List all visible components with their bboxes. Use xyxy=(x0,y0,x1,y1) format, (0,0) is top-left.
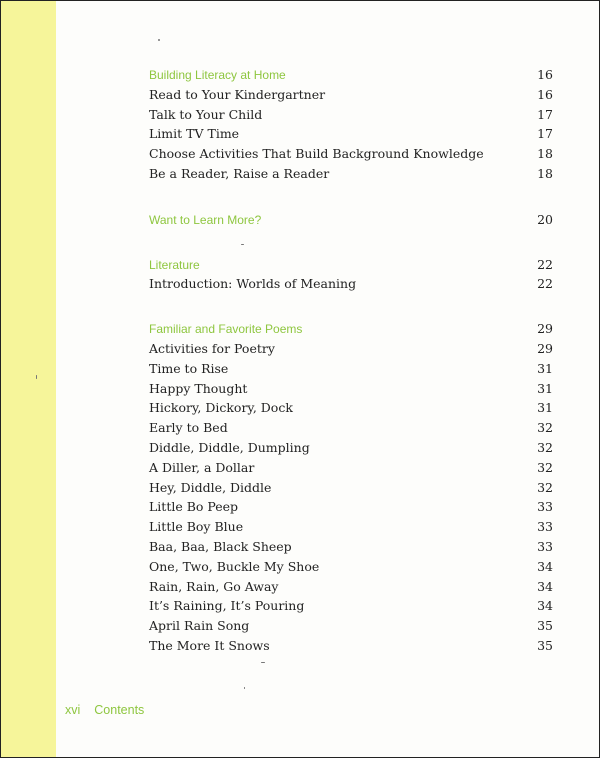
toc-entry xyxy=(149,577,553,597)
toc-entry-page: 32 xyxy=(537,439,553,455)
toc-heading-title: Want to Learn More? xyxy=(149,212,262,227)
toc-entry-page: 32 xyxy=(537,420,553,436)
toc-section-want-to-learn-more xyxy=(149,210,553,230)
toc-entry xyxy=(149,557,553,577)
toc-entry-title: Limit TV Time xyxy=(149,126,240,142)
toc-entry-title: Little Bo Peep xyxy=(149,499,239,515)
toc-entry-title: April Rain Song xyxy=(149,618,250,634)
toc-heading xyxy=(149,65,553,85)
print-speck xyxy=(261,662,265,663)
toc-entry-page: 34 xyxy=(537,558,553,574)
toc-entry-title: Activities for Poetry xyxy=(149,340,275,356)
toc-entry-page: 33 xyxy=(537,519,553,535)
toc-entry xyxy=(149,144,553,164)
toc-entry-page: 34 xyxy=(537,578,553,594)
toc-entry-title: Time to Rise xyxy=(149,360,229,376)
toc-entry-title: Hey, Diddle, Diddle xyxy=(149,479,272,495)
toc-entry xyxy=(149,105,553,125)
toc-entry-page: 31 xyxy=(537,380,553,396)
toc-entry xyxy=(149,379,553,399)
toc-entry xyxy=(149,124,553,144)
toc-entry xyxy=(149,636,553,656)
toc-heading-title: Familiar and Favorite Poems xyxy=(149,322,303,337)
toc-heading-page: 22 xyxy=(537,256,553,272)
toc-section-familiar-poems xyxy=(149,319,553,656)
toc-entry-page: 17 xyxy=(537,126,553,142)
print-speck xyxy=(36,375,37,379)
toc-entry-page: 22 xyxy=(537,276,553,292)
toc-entry-page: 33 xyxy=(537,538,553,554)
toc-heading xyxy=(149,255,553,275)
toc-entry-title: Rain, Rain, Go Away xyxy=(149,578,279,594)
toc-entry-title: Hickory, Dickory, Dock xyxy=(149,400,293,416)
table-of-contents xyxy=(149,65,553,656)
toc-entry-page: 16 xyxy=(537,86,553,102)
toc-entry-page: 33 xyxy=(537,499,553,515)
print-speck xyxy=(244,687,245,689)
toc-section-literature xyxy=(149,255,553,295)
toc-entry xyxy=(149,537,553,557)
toc-entry-page: 17 xyxy=(537,106,553,122)
toc-entry-page: 29 xyxy=(537,340,553,356)
toc-entry-title: Happy Thought xyxy=(149,380,248,396)
toc-entry-title: Be a Reader, Raise a Reader xyxy=(149,165,330,181)
toc-heading-page: 29 xyxy=(537,321,553,337)
toc-entry-title: A Diller, a Dollar xyxy=(149,459,255,475)
toc-entry xyxy=(149,418,553,438)
toc-entry-title: The More It Snows xyxy=(149,637,270,653)
toc-entry xyxy=(149,497,553,517)
toc-entry-title: Early to Bed xyxy=(149,420,228,436)
toc-entry xyxy=(149,517,553,537)
toc-entry xyxy=(149,616,553,636)
toc-entry-title: Read to Your Kindergartner xyxy=(149,86,326,102)
toc-entry xyxy=(149,274,553,294)
toc-entry-title: Talk to Your Child xyxy=(149,106,263,122)
toc-heading-title: Literature xyxy=(149,257,200,272)
toc-entry-page: 18 xyxy=(537,165,553,181)
toc-entry xyxy=(149,359,553,379)
toc-entry-page: 18 xyxy=(537,146,553,162)
toc-entry-page: 35 xyxy=(537,637,553,653)
toc-entry xyxy=(149,478,553,498)
toc-entry-title: One, Two, Buckle My Shoe xyxy=(149,558,320,574)
margin-color-strip xyxy=(1,1,56,757)
footer-page-number: xvi xyxy=(65,703,81,717)
toc-heading-page: 20 xyxy=(537,211,553,227)
toc-entry-page: 32 xyxy=(537,479,553,495)
toc-entry xyxy=(149,458,553,478)
toc-heading-title: Building Literacy at Home xyxy=(149,68,286,82)
toc-entry-title: Diddle, Diddle, Dumpling xyxy=(149,439,310,455)
toc-entry-title: Choose Activities That Build Background Knowledge xyxy=(149,146,484,162)
toc-heading-page: 16 xyxy=(537,67,553,82)
toc-entry-page: 31 xyxy=(537,360,553,376)
page-footer xyxy=(65,703,144,717)
toc-entry xyxy=(149,339,553,359)
toc-heading xyxy=(149,319,553,339)
toc-entry xyxy=(149,596,553,616)
toc-entry xyxy=(149,85,553,105)
footer-section-label: Contents xyxy=(94,703,145,717)
toc-entry-page: 32 xyxy=(537,459,553,475)
toc-section-building-literacy xyxy=(149,65,553,184)
toc-entry xyxy=(149,398,553,418)
toc-entry-page: 34 xyxy=(537,598,553,614)
toc-heading xyxy=(149,210,553,230)
toc-entry-title: Baa, Baa, Black Sheep xyxy=(149,538,292,554)
print-speck xyxy=(158,39,160,41)
toc-entry-title: It’s Raining, It’s Pouring xyxy=(149,598,305,614)
toc-entry xyxy=(149,438,553,458)
toc-entry-title: Little Boy Blue xyxy=(149,519,244,535)
print-speck xyxy=(241,244,244,245)
toc-entry xyxy=(149,164,553,184)
toc-entry-page: 31 xyxy=(537,400,553,416)
toc-entry-title: Introduction: Worlds of Meaning xyxy=(149,276,357,292)
toc-entry-page: 35 xyxy=(537,618,553,634)
